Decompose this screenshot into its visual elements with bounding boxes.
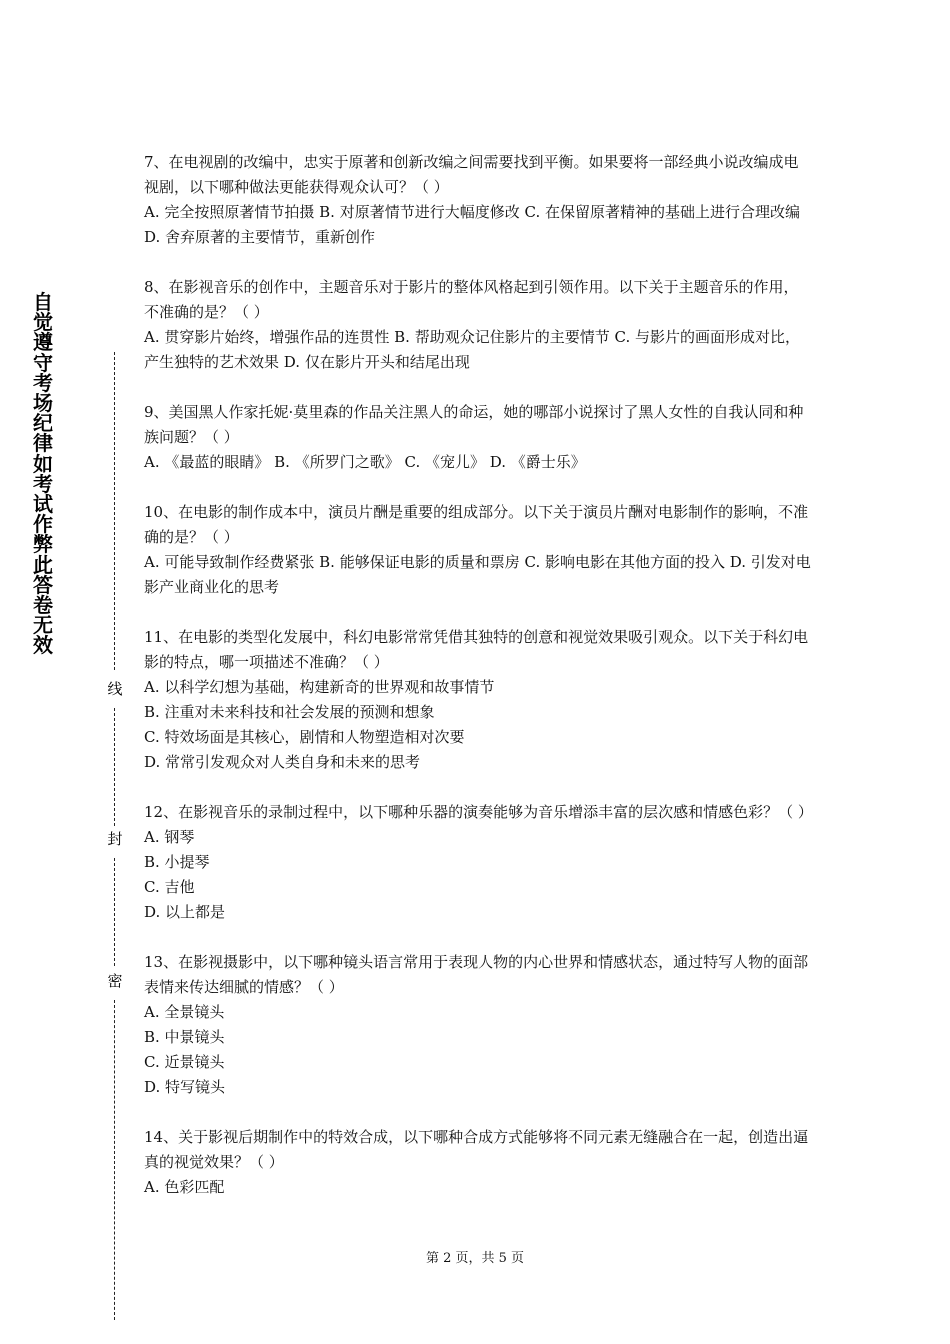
question-stem: 14、关于影视后期制作中的特效合成，以下哪种合成方式能够将不同元素无缝融合在一起，创造出逼真的视觉效果？（ ）: [144, 1128, 809, 1171]
option-a: A. 贯穿影片始终，增强作品的连贯性: [144, 328, 390, 346]
binding-dashed-line: [114, 708, 115, 826]
options: [144, 825, 812, 925]
options: [144, 550, 812, 600]
option-c: C. 与影片的画面形成对比，产生独特的艺术效果: [144, 328, 800, 371]
warning-char: 守: [33, 350, 53, 375]
option-c: C. 特效场面是其核心，剧情和人物塑造相对次要: [144, 728, 465, 746]
question-7: [144, 150, 812, 250]
warning-char: 此: [33, 552, 53, 577]
option-d: D. 引发对电影产业商业化的思考: [144, 553, 811, 596]
option-a: A. 可能导致制作经费紧张: [144, 553, 315, 571]
option-c: C. 在保留原著精神的基础上进行合理改编: [524, 203, 800, 221]
warning-char: 场: [33, 391, 53, 416]
question-stem: 9、美国黑人作家托妮·莫里森的作品关注黑人的命运，她的哪部小说探讨了黑人女性的自我认同和种族问题？（ ）: [144, 403, 804, 446]
options: [144, 200, 812, 250]
option-c: C. 吉他: [144, 878, 195, 896]
options: [144, 450, 812, 475]
warning-char: 纪: [33, 411, 53, 436]
option-c: C. 影响电影在其他方面的投入: [524, 553, 725, 571]
warning-char: 弊: [33, 532, 53, 557]
warning-char: 无: [33, 613, 53, 638]
option-b: B. 帮助观众记住影片的主要情节: [394, 328, 610, 346]
option-d: D. 常常引发观众对人类自身和未来的思考: [144, 753, 421, 771]
option-d: D. 《爵士乐》: [489, 453, 586, 471]
warning-char: 觉: [33, 310, 53, 335]
question-stem: 10、在电影的制作成本中，演员片酬是重要的组成部分。以下关于演员片酬对电影制作的影响，不准确的是？（ ）: [144, 503, 809, 546]
option-d: D. 仅在影片开头和结尾出现: [283, 353, 470, 371]
warning-char: 卷: [33, 593, 53, 618]
warning-char: 考: [33, 471, 53, 496]
warning-char: 作: [33, 512, 53, 537]
option-a: A. 完全按照原著情节拍摄: [144, 203, 315, 221]
question-stem: 11、在电影的类型化发展中，科幻电影常常凭借其独特的创意和视觉效果吸引观众。以下关于科幻电影的特点，哪一项描述不准确？（ ）: [144, 628, 809, 671]
question-stem: 8、在影视音乐的创作中，主题音乐对于影片的整体风格起到引领作用。以下关于主题音乐的作用，不准确的是？（ ）: [144, 278, 799, 321]
option-d: D. 舍弃原著的主要情节，重新创作: [144, 228, 376, 246]
option-c: C. 近景镜头: [144, 1053, 225, 1071]
option-b: B. 注重对未来科技和社会发展的预测和想象: [144, 703, 435, 721]
option-b: B. 中景镜头: [144, 1028, 225, 1046]
question-8: [144, 275, 812, 375]
warning-char: 自: [33, 290, 53, 314]
binding-dashed-line: [114, 858, 115, 966]
option-b: B. 小提琴: [144, 853, 210, 871]
option-d: D. 以上都是: [144, 903, 226, 921]
option-b: B. 对原著情节进行大幅度修改: [319, 203, 520, 221]
question-stem: 13、在影视摄影中，以下哪种镜头语言常用于表现人物的内心世界和情感状态，通过特写人物的面部表情来传达细腻的情感？（ ）: [144, 953, 809, 996]
warning-char: 答: [33, 572, 53, 597]
warning-char: 效: [33, 633, 53, 658]
option-c: C. 《宠儿》: [404, 453, 485, 471]
option-a: A. 《最蓝的眼睛》: [144, 453, 270, 471]
option-a: A. 全景镜头: [144, 1003, 225, 1021]
options: [144, 1175, 812, 1200]
question-14: [144, 1125, 812, 1200]
warning-char: 考: [33, 370, 53, 395]
binding-label-seal: 封: [107, 830, 123, 848]
question-9: [144, 400, 812, 475]
options: [144, 1000, 812, 1100]
warning-char: 试: [33, 492, 53, 517]
option-d: D. 特写镜头: [144, 1078, 226, 1096]
page-number: 第 2 页，共 5 页: [425, 1251, 525, 1266]
question-list: [144, 150, 812, 1225]
options: [144, 675, 812, 775]
option-a: A. 以科学幻想为基础，构建新奇的世界观和故事情节: [144, 678, 495, 696]
question-12: [144, 800, 812, 925]
options: [144, 325, 812, 375]
binding-label-sealed: 密: [107, 972, 123, 990]
question-stem: 12、在影视音乐的录制过程中，以下哪种乐器的演奏能够为音乐增添丰富的层次感和情感色彩？（ ）: [144, 803, 813, 821]
option-a: A. 钢琴: [144, 828, 195, 846]
binding-dashed-line: [114, 1000, 115, 1320]
option-b: B. 能够保证电影的质量和票房: [319, 553, 520, 571]
exam-discipline-warning: [30, 292, 56, 656]
question-10: [144, 500, 812, 600]
warning-char: 律: [33, 431, 53, 456]
warning-char: 如: [33, 451, 53, 476]
warning-char: 遵: [33, 330, 53, 355]
question-stem: 7、在电视剧的改编中，忠实于原著和创新改编之间需要找到平衡。如果要将一部经典小说改编成电视剧，以下哪种做法更能获得观众认可？（ ）: [144, 153, 799, 196]
question-13: [144, 950, 812, 1100]
binding-label-line: 线: [107, 680, 123, 698]
question-11: [144, 625, 812, 775]
binding-dashed-line: [114, 352, 115, 670]
option-a: A. 色彩匹配: [144, 1178, 225, 1196]
option-b: B. 《所罗门之歌》: [274, 453, 400, 471]
